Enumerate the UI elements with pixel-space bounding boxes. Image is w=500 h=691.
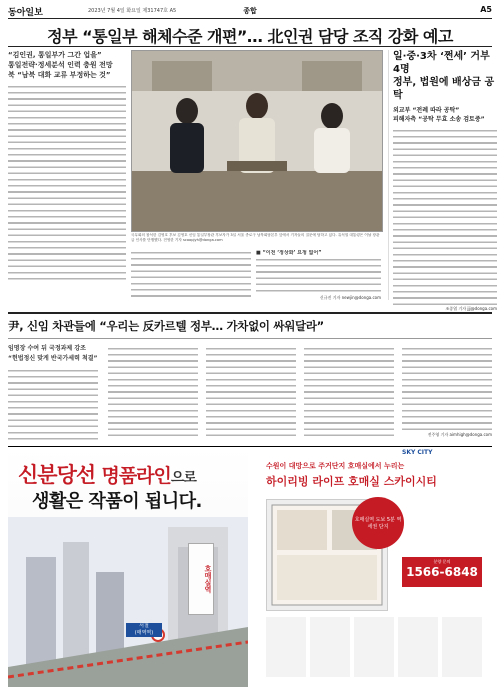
main-body-col3 [256,250,381,300]
photo-caption-text: 국무회의 참석한 김영호 후보 김영호 신임 통일부장관 후보자가 3일 서울 종로구 남북회담본부 앞에서 기자들의 질문에 답하고 있다. 유석열 대통령은 이날 장관급 인사를 단행했다. [131,233,380,242]
ad-right-title: 하이리빙 라이프 호매실 스카이시티 [266,475,437,488]
photo-credit: 전영한 기자 scoopjyh@donga.com [163,238,223,242]
ad-right-brand: SKY CITY [402,449,433,456]
ad-left-title [18,459,196,489]
main-photo [131,50,383,232]
side-subhead-2: 피해자측 “공탁 무효 소송 검토중” [393,116,485,123]
main-byline: 신규진 기자 newjin@donga.com [319,295,381,300]
side-title-1: 일·중·3차 ‘쩐세’ 거부 4명 [393,51,490,75]
station-label-location: (매역역) [134,630,154,636]
second-body-col5 [402,346,492,432]
ad-left-slogan: 생활은 작품이 됩니다. [32,491,202,512]
kicker-2: 통일전략·정세분석 인력 충원 전망 [8,61,113,69]
side-title-2: 정부, 법원에 배상금 공탁 [393,77,495,101]
ad-left-title-b: 명품라인 [101,465,171,487]
main-body-col1 [8,84,126,284]
section-divider [8,312,492,314]
ad-left-brand: 호매실역 [188,543,214,615]
main-body-col2 [131,250,251,300]
photo-caption [131,233,381,243]
advertisement [8,446,492,687]
kicker-3: 북 “남북 대화 교류 부정하는 것” [8,71,111,79]
station-label-name: 서철 [139,623,149,629]
ad-left [8,447,248,687]
ad-right-tagline: 수원이 대망으로 주거단지 호매실에서 누리는 [266,462,405,470]
second-kicker-2: “헌법정신 맞게 반국가세력 척결” [8,355,98,362]
column-subhead: ■ “이전 ‘정상화’ 요청 없어” [256,250,322,256]
side-subhead-1: 외교부 “전례 따라 공탁” [393,107,460,114]
ad-right [252,447,492,687]
main-headline: 정부 “통일부 해체수준 개편”… 北인권 담당 조직 강화 예고 [47,27,453,46]
section-label: 종합 [243,7,257,15]
second-body-col1 [8,368,98,440]
second-body-col3 [206,346,296,440]
page-number: A5 [480,5,492,14]
side-body [393,128,497,306]
station-label [126,623,162,637]
kicker-1: “김인권, 통일부가 그간 업을” [8,51,102,59]
phone-number: 1566-6848 [406,565,478,579]
second-divider [8,338,492,339]
second-body-col2 [108,346,198,440]
ad-left-title-a: 신분당선 [18,463,96,487]
ad-left-title-c: 으로 [170,470,196,486]
second-body [8,368,492,440]
second-headline: 尹, 신임 차관들에 “우리는 反카르텔 정부… 가차없이 싸워달라” [8,319,324,333]
conference-photo-illustration [132,51,382,231]
phone-box [402,557,482,587]
inquiry-label: 분양 문의 [433,559,451,564]
masthead [8,4,492,19]
second-byline: 전주영 기자 aimhigh@donga.com [427,432,492,437]
newspaper-logo: 동아일보 [8,8,43,18]
second-kicker-1: 임명장 수여 뒤 국정과제 강조 [8,345,86,352]
main-kickers [8,50,126,80]
date-line: 2023년 7월 4일 화요일 제31747호 A5 [88,8,177,14]
second-kickers [8,344,98,364]
side-byline: 조종엽 기자 jjj@donga.com [445,306,497,311]
side-story [388,50,497,311]
second-body-col4 [304,346,394,440]
ad-right-footer [266,617,486,677]
headline-divider [8,46,492,47]
promo-stamp: 호매실역 도보 5분 역세권 단지 [352,497,404,549]
